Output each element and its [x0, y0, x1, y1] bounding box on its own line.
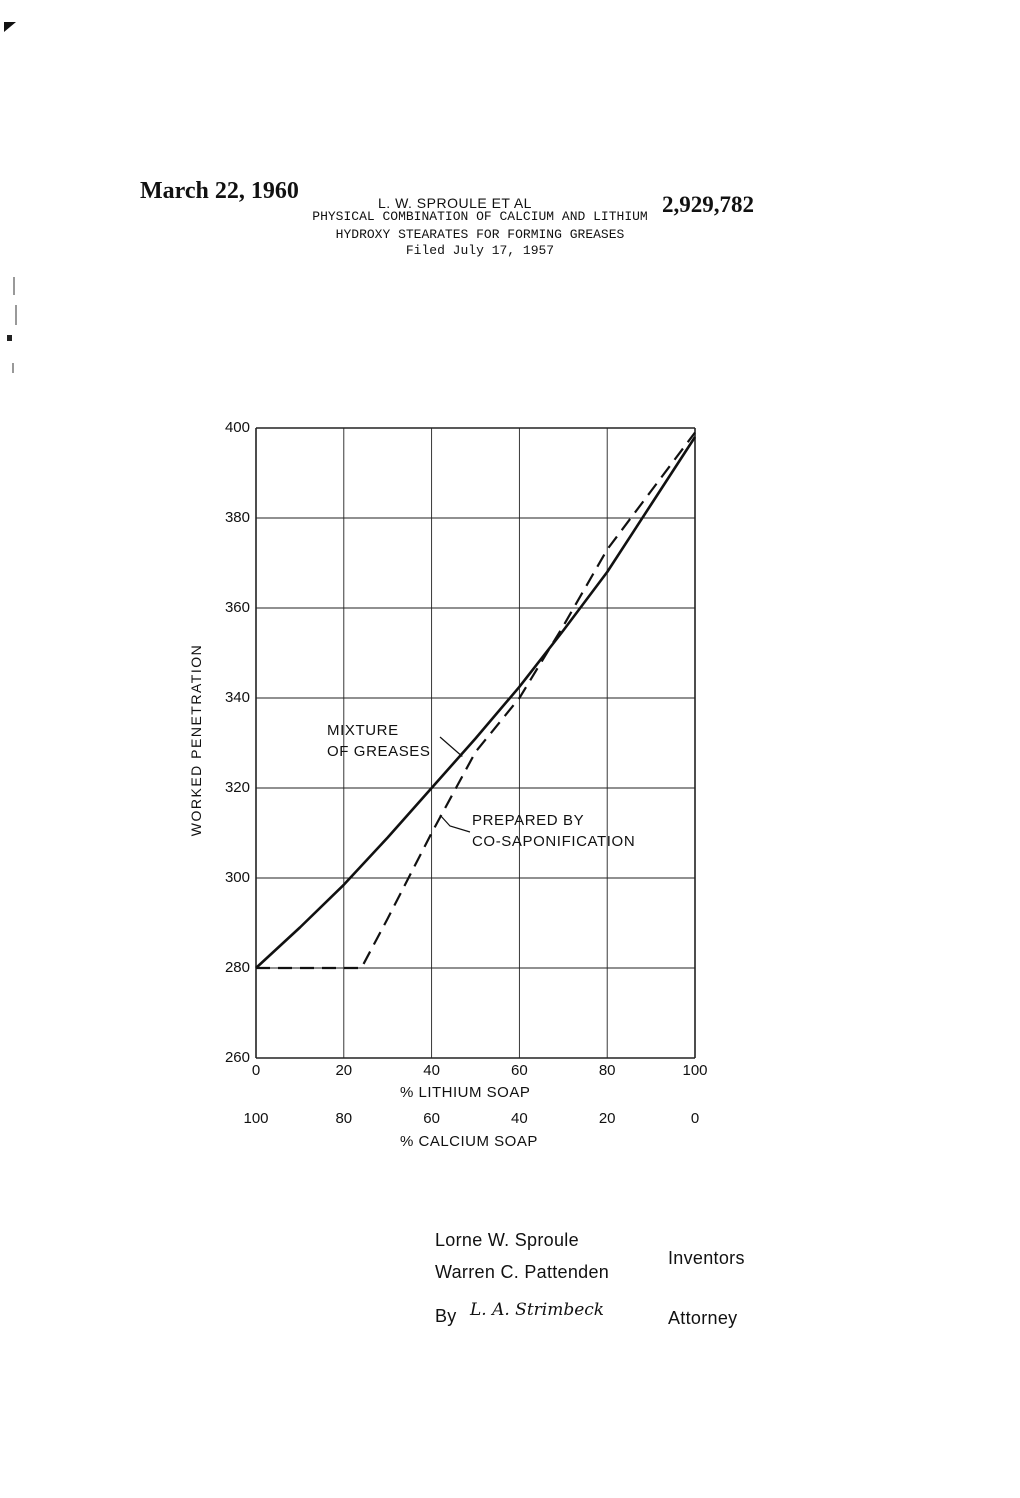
inventor-name-2: Warren C. Pattenden — [435, 1262, 610, 1282]
x-tick-label: 80 — [598, 1062, 616, 1079]
patent-title-line2: HYDROXY STEARATES FOR FORMING GREASES — [335, 227, 625, 242]
inventors-label: Inventors — [668, 1248, 745, 1268]
y-tick-label: 340 — [224, 689, 250, 706]
x2-tick-label: 20 — [598, 1110, 616, 1127]
y-tick-label: 300 — [224, 869, 250, 886]
leader-cosaponification — [440, 815, 470, 832]
y-tick-label: 360 — [224, 599, 250, 616]
y-tick-label: 400 — [224, 419, 250, 436]
x2-tick-label: 100 — [243, 1110, 269, 1127]
attorney-label: Attorney — [668, 1308, 738, 1328]
x-tick-label: 0 — [251, 1062, 261, 1079]
y-tick-label: 260 — [224, 1049, 250, 1066]
y-tick-label: 380 — [224, 509, 250, 526]
x2-tick-label: 0 — [690, 1110, 700, 1127]
leader-mixture — [440, 737, 462, 757]
inventors-short: L. W. SPROULE ET AL — [378, 195, 532, 211]
x-tick-label: 100 — [682, 1062, 708, 1079]
annotation-cosaponification — [472, 810, 635, 852]
x2-tick-label: 60 — [423, 1110, 440, 1127]
x-tick-label: 20 — [335, 1062, 353, 1079]
y-tick-label: 280 — [224, 959, 250, 976]
patent-title-line1: PHYSICAL COMBINATION OF CALCIUM AND LITHIUM — [312, 209, 648, 224]
inventor-name-1: Lorne W. Sproule — [435, 1230, 579, 1250]
x2-tick-label: 40 — [511, 1110, 528, 1127]
chart-grid — [256, 428, 695, 1058]
series-mixture-of-greases — [256, 437, 695, 968]
x2-axis-label: % CALCIUM SOAP — [400, 1133, 538, 1150]
y-axis-label: WORKED PENETRATION — [188, 643, 204, 837]
patent-number: 2,929,782 — [662, 192, 754, 217]
chart-series — [256, 433, 695, 969]
filed-date: Filed July 17, 1957 — [405, 243, 555, 258]
series-co-saponification — [256, 433, 695, 969]
annotation-mixture-line2: OF GREASES — [327, 743, 431, 760]
x2-tick-label: 80 — [335, 1110, 353, 1127]
x-tick-label: 40 — [423, 1062, 440, 1079]
y-tick-label: 320 — [224, 779, 250, 796]
x-axis-label: % LITHIUM SOAP — [400, 1084, 531, 1101]
attorney-signature: L. A. Strimbeck — [470, 1300, 605, 1320]
annotation-cosap-line2: CO-SAPONIFICATION — [472, 833, 636, 850]
by-label: By — [435, 1306, 457, 1326]
annotation-mixture — [327, 720, 431, 762]
annotation-cosap-line1: PREPARED BY — [472, 812, 585, 829]
annotation-mixture-line1: MIXTURE — [327, 722, 399, 739]
x-tick-label: 60 — [511, 1062, 528, 1079]
patent-date: March 22, 1960 — [140, 178, 299, 204]
